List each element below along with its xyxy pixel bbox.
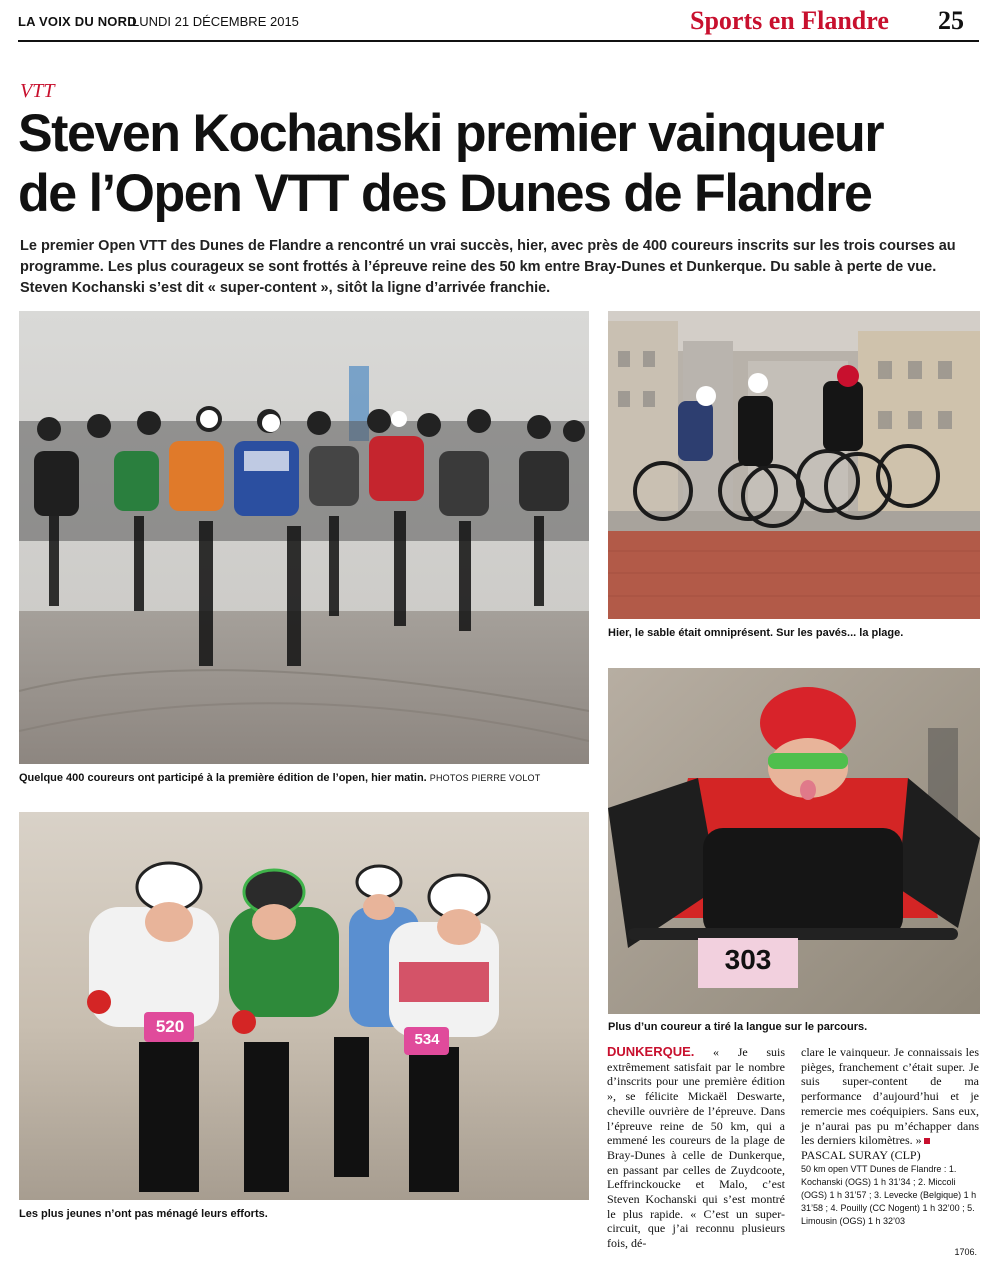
caption-tongue: Plus d’un coureur a tiré la langue sur le parcours. (608, 1021, 868, 1033)
photo-youth (19, 812, 589, 1200)
headline-line-2: de l’Open VTT des Dunes de Flandre (18, 164, 872, 223)
lead-paragraph: Le premier Open VTT des Dunes de Flandre a rencontré un vrai succès, hier, avec près de 400 coureurs inscrits sur les trois courses au programme. Les plus courageux se sont frottés à l’épreuve reine des 50 km entre Bray-Dunes et Dunkerque. Du sable à perte de vue. Steven Kochanski s’est dit « super-content », sitôt la ligne d’arrivée franchie. (20, 238, 956, 296)
header-rule (18, 40, 979, 42)
page-number: 25 (938, 6, 964, 35)
race-plate-520: 520 (155, 1017, 185, 1036)
body-column-2-text: clare le vainqueur. Je connaissais les pièges, franchement c’était super. Je suis super-content de ma performance d’aujourd’hui et je remercie mes coéquipiers. Sans eux, je n’aurai pas pu m’échapper dans les derniers kilomètres. » (801, 1045, 979, 1148)
headline-line-1: Steven Kochanski premier vainqueur (18, 104, 884, 163)
folio: 1706. (954, 1247, 977, 1257)
paper-name: LA VOIX DU NORD (18, 14, 137, 29)
end-mark-icon (924, 1138, 930, 1144)
section-title: Sports en Flandre (690, 6, 889, 35)
dateline: DUNKERQUE. (607, 1044, 695, 1059)
author-signature: PASCAL SURAY (CLP) (801, 1147, 921, 1162)
race-plate-534: 534 (414, 1031, 440, 1048)
caption-promenade: Hier, le sable était omniprésent. Sur les pavés... la plage. (608, 627, 904, 639)
body-column-1 (607, 1045, 785, 1251)
caption-youth: Les plus jeunes n’ont pas ménagé leurs efforts. (19, 1208, 268, 1220)
photo-tongue (608, 668, 980, 1014)
headline (18, 104, 954, 224)
body-column-1-text: « Je suis extrêmement satisfait par le nombre d’inscrits pour une première édition », se félicite Mickaël Deswarte, cheville ouvrière de l’épreuve. Dans l’épreuve reine de 50 km, qui a emmené les coureurs de la plage de Bray-Dunes à celle de Dunkerque, en passant par celles de Zuydcoote, Leffrinckoucke et Malo, c’est Steven Kochanski qui s’est montré le plus rapide. « C’est un super-circuit, que j’ai reconnu plusieurs fois, dé- (607, 1045, 785, 1251)
article-body (607, 1045, 979, 1257)
body-column-2 (801, 1045, 979, 1228)
caption-peloton (19, 772, 589, 784)
photo-promenade (608, 311, 980, 619)
kicker: VTT (20, 80, 55, 102)
photo-credit: PHOTOS PIERRE VOLOT (429, 773, 541, 783)
photo-peloton (19, 311, 589, 764)
race-plate-303: 303 (724, 944, 772, 975)
race-results: 50 km open VTT Dunes de Flandre : 1. Kochanski (OGS) 1 h 31’34 ; 2. Miccoli (OGS) 1 h 31’57 ; 3. Levecke (Belgique) 1 h 31’58 ; 4. Pouilly (CC Nogent) 1 h 32’00 ; 5. Limousin (OGS) 1 h 32’03 (801, 1163, 977, 1226)
issue-date: LUNDI 21 DÉCEMBRE 2015 (132, 14, 299, 29)
caption-peloton-text: Quelque 400 coureurs ont participé à la première édition de l’open, hier matin. (19, 772, 427, 784)
